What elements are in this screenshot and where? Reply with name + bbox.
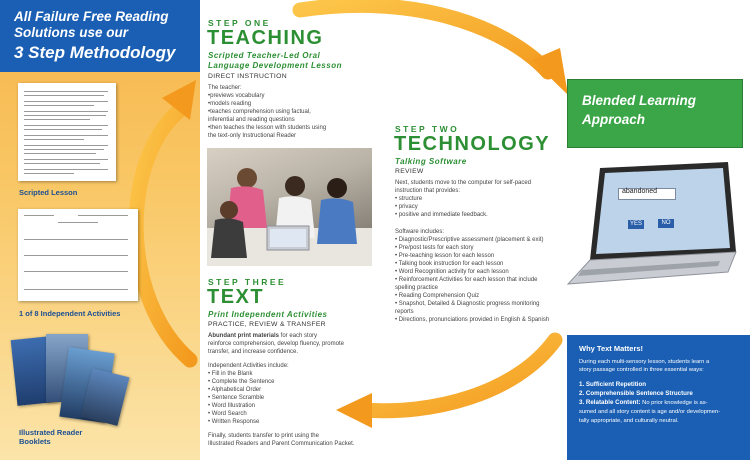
text-paragraph-line — [208, 332, 344, 340]
step-two-label: STEP TWO — [395, 124, 460, 134]
scripted-lesson-thumbnail — [18, 83, 116, 181]
hero-banner — [0, 0, 200, 72]
activity-item: • Word Search — [208, 411, 247, 417]
curved-arrow-icon — [136, 110, 190, 360]
text-subtitle: Print Independent Activities — [208, 310, 328, 319]
hero-line-1: All Failure Free Reading — [14, 9, 169, 24]
why-item3-line: sumed and all story content is age and/or developmen- — [579, 409, 721, 415]
text-caption: PRACTICE, REVIEW & TRANSFER — [208, 321, 326, 328]
why-item3-line: tally appropriate, and culturally neutral. — [579, 418, 679, 424]
technology-caption: REVIEW — [395, 168, 424, 175]
arrow-head-icon — [336, 393, 372, 428]
activity-item: • Complete the Sentence — [208, 379, 275, 385]
teaching-line: •then teaches the lesson with students using — [208, 125, 327, 131]
activity-item: • Written Response — [208, 419, 260, 425]
step-one-label: STEP ONE — [208, 18, 271, 28]
teaching-subtitle-line1: Scripted Teacher-Led Oral — [208, 51, 321, 60]
teaching-subtitle — [208, 51, 342, 71]
hero-line-3: 3 Step Methodology — [14, 43, 176, 62]
technology-intro — [395, 179, 531, 219]
laptop-icon — [560, 160, 738, 310]
teaching-line: •teaches comprehension using factual, — [208, 109, 311, 115]
screen-word: abandoned — [622, 188, 658, 195]
why-item — [579, 398, 720, 408]
why-item: 1. Sufficient Repetition — [579, 381, 647, 388]
blended-learning-box — [567, 79, 743, 148]
step-three-label: STEP THREE — [208, 277, 287, 287]
reader-booklets-image — [14, 332, 126, 422]
text-finally — [208, 432, 354, 448]
software-include-item: spelling practice — [395, 285, 439, 291]
why-item3-bold: 3. Relatable Content: — [579, 399, 641, 406]
teaching-line: •previews vocabulary — [208, 93, 265, 99]
technology-intro-line: Next, students move to the computer for self-paced — [395, 180, 532, 186]
text-finally-line: Illustrated Readers and Parent Communication Packet. — [208, 441, 355, 447]
why-intro-line: story passage controlled in three essential ways: — [579, 367, 704, 373]
teaching-subtitle-line2: Language Development Lesson — [208, 61, 342, 70]
reader-booklets-label-line1: Illustrated Reader — [19, 428, 83, 437]
why-text-matters-box — [567, 335, 750, 460]
teaching-line: The teacher: — [208, 85, 242, 91]
activities-list — [208, 362, 289, 426]
software-include-item: • Pre/post tests for each story — [395, 245, 474, 251]
software-includes — [395, 228, 549, 324]
why-item: 2. Comprehensible Sentence Structure — [579, 390, 693, 397]
software-includes-label: Software includes: — [395, 229, 445, 235]
teaching-line: inferential and reading questions — [208, 117, 295, 123]
teaching-line: •models reading — [208, 101, 252, 107]
why-item3-rest: No prior knowledge is as- — [640, 400, 708, 406]
software-include-item: • Directions, pronunciations provided in English & Spanish — [395, 317, 550, 323]
activity-item: • Fill in the Blank — [208, 371, 253, 377]
software-include-item: • Word Recognition activity for each lesson — [395, 269, 509, 275]
why-title: Why Text Matters! — [579, 344, 644, 353]
teaching-caption: DIRECT INSTRUCTION — [208, 73, 287, 80]
why-list — [579, 380, 720, 426]
software-include-item: • Reinforcement Activities for each lesson that include — [395, 277, 538, 283]
classroom-photo — [207, 148, 372, 266]
no-button: NO — [658, 219, 674, 228]
technology-intro-line: • positive and immediate feedback. — [395, 212, 488, 218]
text-finally-line: Finally, students transfer to print using the — [208, 433, 319, 439]
yes-button: YES — [629, 221, 642, 227]
software-include-item: • Reading Comprehension Quiz — [395, 293, 480, 299]
activity-item: • Alphabetical Order — [208, 387, 262, 393]
activity-item: • Sentence Scramble — [208, 395, 265, 401]
technology-subtitle: Talking Software — [395, 157, 467, 166]
software-include-item: • Pre-teaching lesson for each lesson — [395, 253, 495, 259]
curved-arrow-icon — [365, 340, 555, 411]
technology-title: TECHNOLOGY — [394, 133, 551, 155]
text-title: TEXT — [207, 286, 265, 308]
software-include-item: reports — [395, 309, 414, 315]
reader-booklets-label — [19, 428, 82, 446]
text-paragraph-rest: for each story — [279, 333, 318, 339]
hero-line-2: Solutions use our — [14, 25, 129, 40]
reader-booklets-label-line2: Booklets — [19, 437, 51, 446]
software-include-item: • Snapshot, Detailed & Diagnostic progress monitoring — [395, 301, 540, 307]
activities-label: Independent Activities include: — [208, 363, 289, 369]
why-intro — [579, 358, 709, 374]
text-paragraph — [208, 332, 344, 356]
text-paragraph-bold: Abundant print materials — [208, 333, 280, 339]
text-paragraph-line: transfer, and increase confidence. — [208, 349, 299, 355]
software-include-item: • Talking book instruction for each lesson — [395, 261, 504, 267]
blended-line-1: Blended Learning — [582, 93, 697, 108]
teaching-line: the text-only Instructional Reader — [208, 133, 297, 139]
independent-activity-label: 1 of 8 Independent Activities — [19, 309, 121, 318]
scripted-lesson-label: Scripted Lesson — [19, 188, 78, 197]
why-intro-line: During each multi-sensory lesson, students learn a — [579, 359, 710, 365]
teaching-title: TEACHING — [207, 27, 324, 49]
technology-intro-line: instruction that provides: — [395, 188, 461, 194]
text-paragraph-line: reinforce comprehension, develop fluency, promote — [208, 341, 344, 347]
software-include-item: • Diagnostic/Prescriptive assessment (placement & exit) — [395, 237, 544, 243]
activity-item: • Word Illustration — [208, 403, 256, 409]
blended-line-2: Approach — [582, 112, 646, 127]
technology-intro-line: • privacy — [395, 204, 418, 210]
teaching-body — [208, 84, 326, 140]
technology-intro-line: • structure — [395, 196, 423, 202]
independent-activity-thumbnail — [18, 209, 138, 301]
